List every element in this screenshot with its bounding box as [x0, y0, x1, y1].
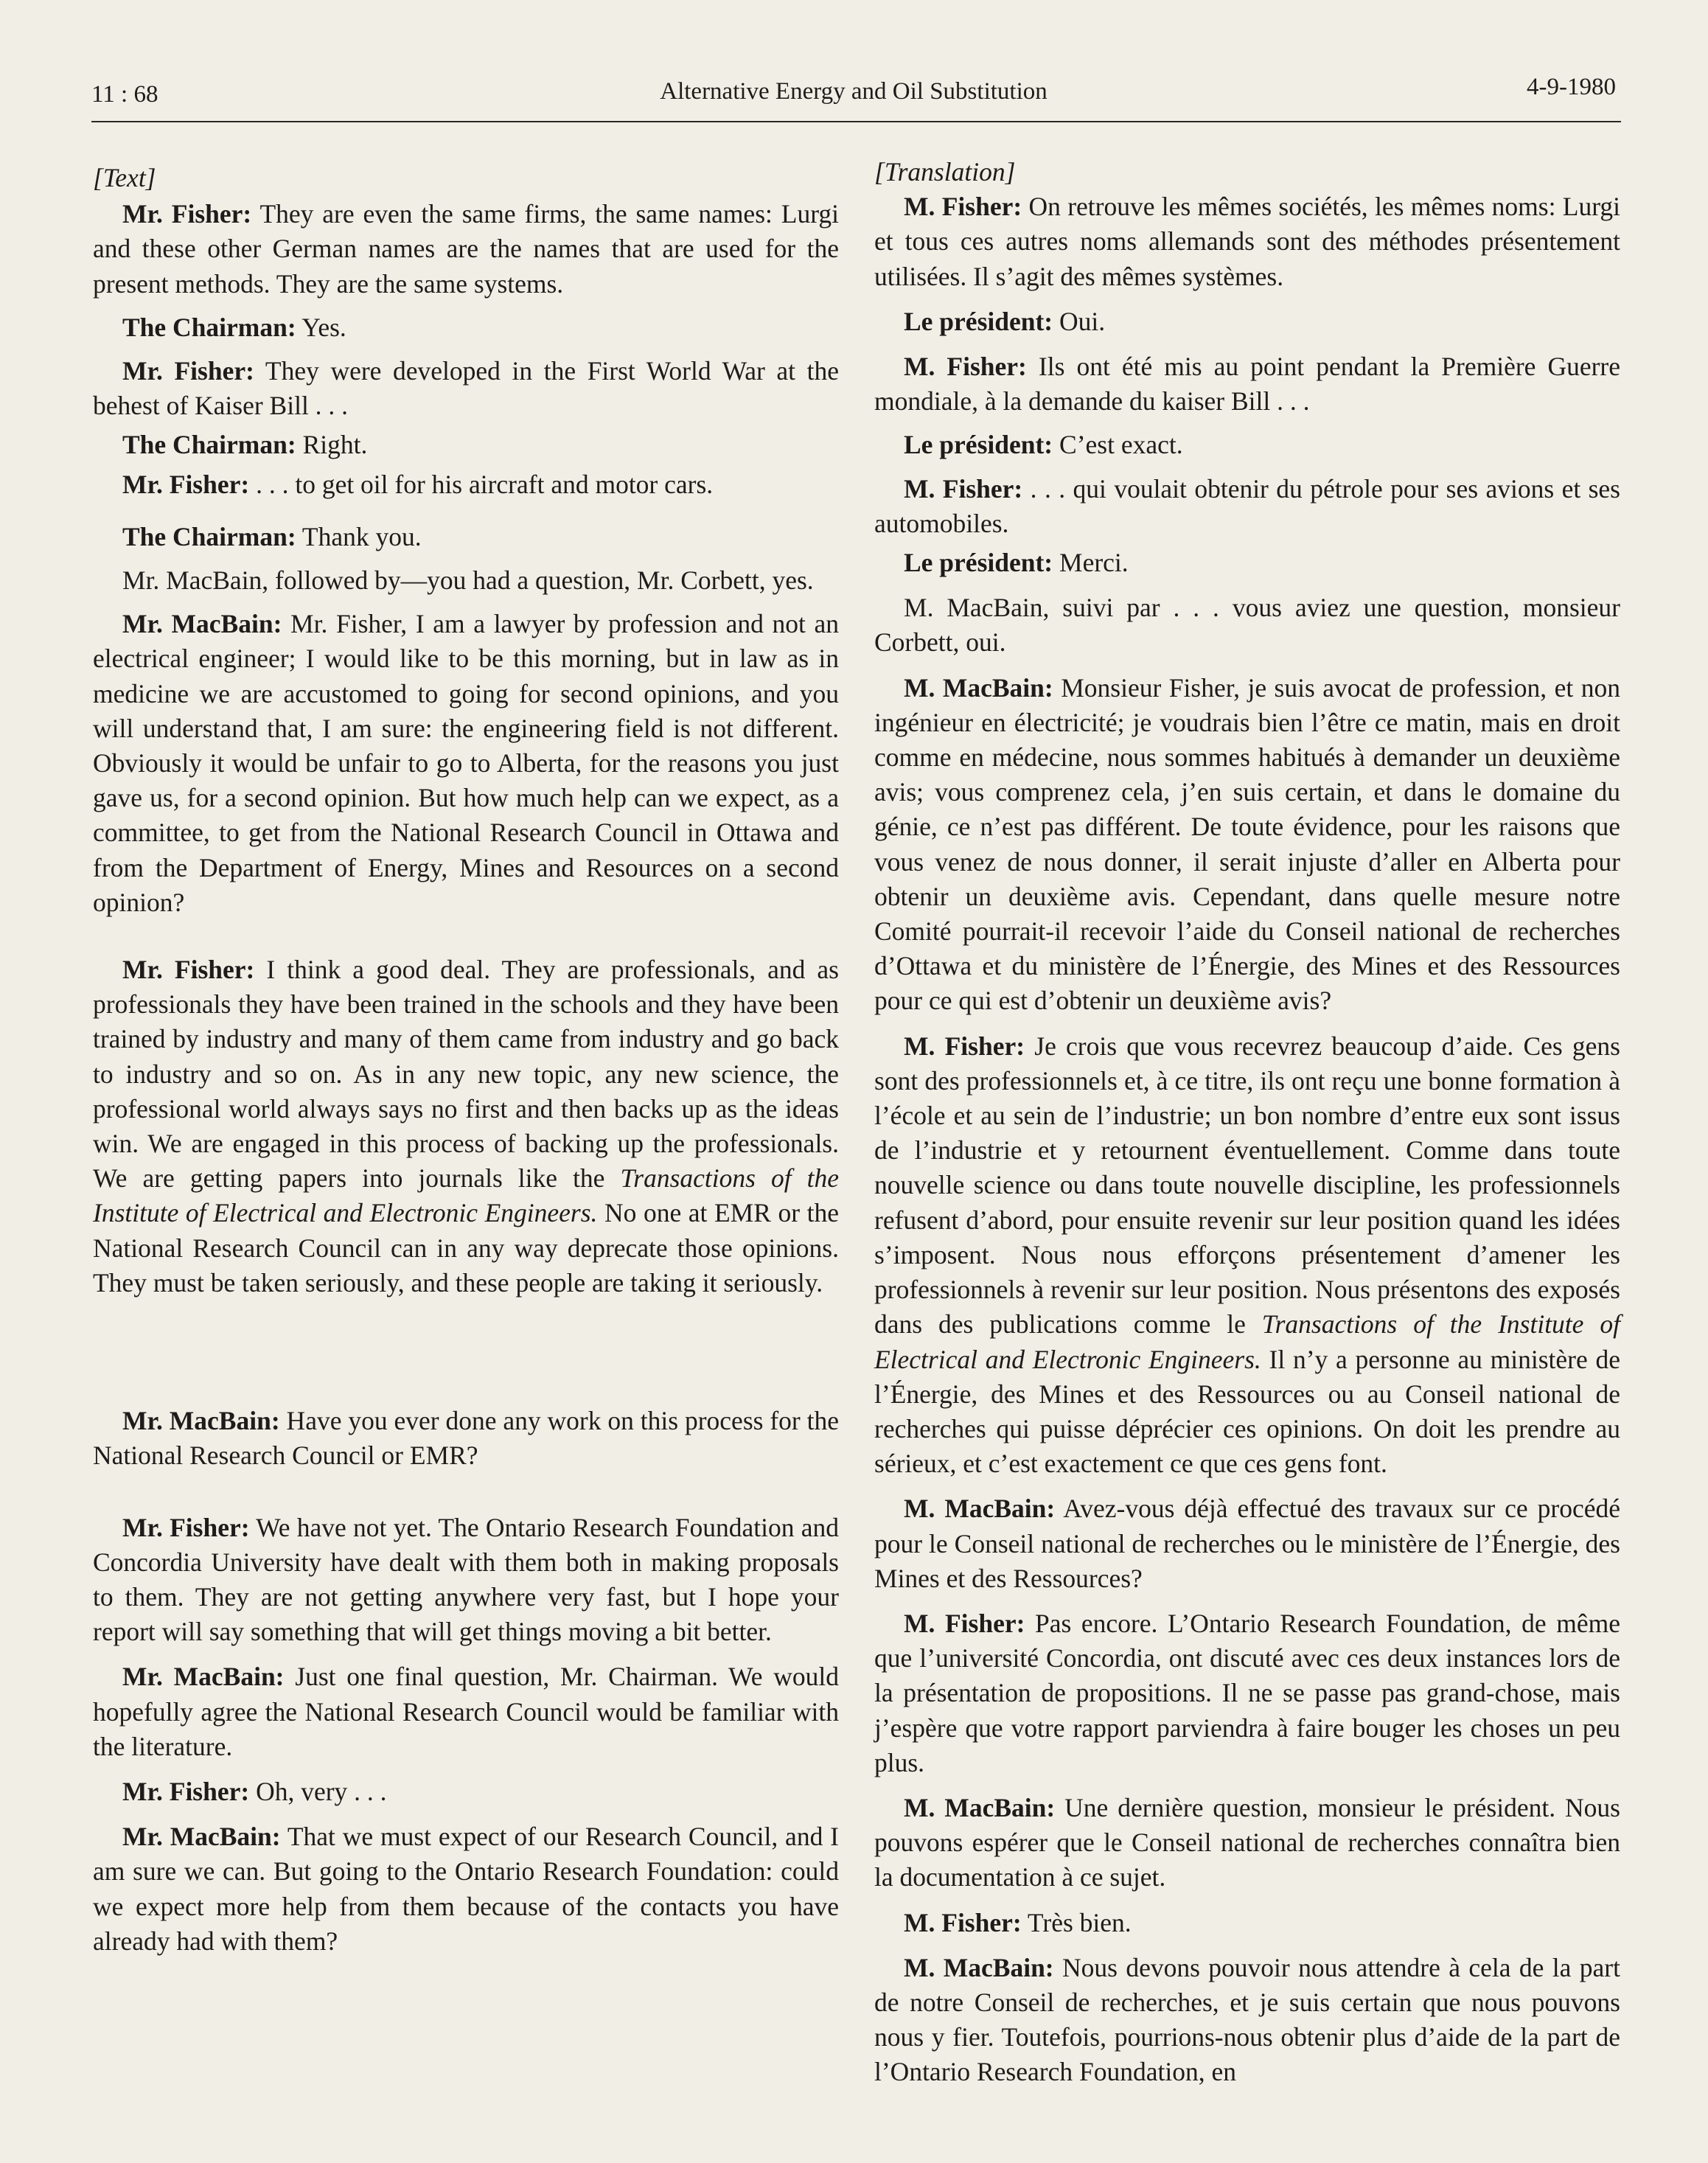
french-column: [874, 147, 1620, 2090]
speech-paragraph: The Chairman: Thank you.: [122, 521, 422, 551]
speech-paragraph: Mr. MacBain, followed by—you had a question, Mr. Corbett, yes.: [122, 565, 814, 596]
speech-paragraph: Mr. Fisher: They are even the same firms, the same names: Lurgi and these other German names are the names that are used for the present methods. They are the same systems.: [93, 199, 839, 299]
speech-paragraph: Mr. MacBain: Just one final question, Mr. Chairman. We would hopefully agree the National Research Council would be familiar with the literature.: [93, 1662, 839, 1761]
page-header: [91, 71, 1616, 115]
english-column: [93, 147, 839, 1959]
speech-paragraph: Mr. Fisher: They were developed in the First World War at the behest of Kaiser Bill . . .: [93, 356, 840, 421]
speech-paragraph: M. Fisher: Pas encore. L’Ontario Research Foundation, de même que l’université Concordia, ont discuté avec ces deux instances lors de la présentation de propositions. Il ne se passe pas grand-chose, mais j’espère que votre rapport parviendra à faire bouger les choses un peu plus.: [874, 1608, 1620, 1777]
speech-paragraph: M. MacBain: Une dernière question, monsieur le président. Nous pouvons espérer que le Conseil national de recherches connaîtra bien la documentation à ce sujet.: [874, 1792, 1620, 1892]
speech-paragraph: Mr. MacBain: That we must expect of our Research Council, and I am sure we can. But going to the Ontario Research Foundation: could we expect more help from them because of the contacts you have already had with them?: [93, 1822, 839, 1956]
document-date: 4-9-1980: [1527, 74, 1616, 100]
speech-paragraph: M. MacBain: Nous devons pouvoir nous attendre à cela de la part de notre Conseil de recherches, et je suis certain que nous pouvons nous y fier. Toutefois, pourrions-nous obtenir plus d’aide de la part de l’Ontario Research Foundation, en: [874, 1952, 1620, 2087]
speech-paragraph: The Chairman: Yes.: [122, 312, 346, 342]
speech-paragraph: M. MacBain, suivi par . . . vous aviez une question, monsieur Corbett, oui.: [874, 593, 1620, 658]
speech-paragraph: M. Fisher: Ils ont été mis au point pendant la Première Guerre mondiale, à la demande du kaiser Bill . . .: [874, 352, 1621, 417]
speech-paragraph: Mr. Fisher: . . . to get oil for his aircraft and motor cars.: [122, 469, 714, 499]
speech-paragraph: Le président: C’est exact.: [904, 430, 1183, 460]
speech-paragraph: M. MacBain: Monsieur Fisher, je suis avocat de profession, et non ingénieur en électricité; je voudrais bien l’être ce matin, mais en droit comme en médecine, nous sommes habitués à demander un deuxième avis; vous comprenez cela, j’en suis certain, et dans le domaine du génie, ce n’est pas différent. De toute évidence, pour les raisons que vous venez de nous donner, il serait injuste d’aller en Alberta pour obtenir un deuxième avis. Cependant, dans quelle mesure notre Comité pourrait-il recevoir l’aide du Conseil national de recherches d’Ottawa et du ministère de l’Énergie, des Mines et des Ressources pour ce qui est d’obtenir un deuxième avis?: [874, 672, 1620, 1016]
header-rule: [91, 121, 1621, 122]
speech-paragraph: M. Fisher: On retrouve les mêmes sociétés, les mêmes noms: Lurgi et tous ces autres noms allemands sont des méthodes présentement utilisées. Il s’agit des mêmes systèmes.: [874, 192, 1621, 291]
speech-paragraph: Mr. MacBain: Mr. Fisher, I am a lawyer by profession and not an electrical engineer; I would like to be this morning, but in law as in medicine we are accustomed to going for second opinions, and you will understand that, I am sure: the engineering field is not different. Obviously it would be unfair to go to Alberta, for the reasons you just gave us, for a second opinion. But how much help can we expect, as a committee, to get from the National Research Council in Ottawa and from the Department of Energy, Mines and Resources on a second opinion?: [93, 609, 839, 917]
speech-paragraph: Mr. Fisher: We have not yet. The Ontario Research Foundation and Concordia University have dealt with them both in making proposals to them. They are not getting anywhere very fast, but I hope your report will say something that will get things moving a bit better.: [93, 1512, 839, 1647]
speech-paragraph: M. Fisher: Très bien.: [904, 1907, 1132, 1937]
column-label: [Translation]: [874, 157, 1016, 187]
speech-paragraph: M. Fisher: Je crois que vous recevrez beaucoup d’aide. Ces gens sont des professionnels et, à ce titre, ils ont reçu une bonne formation à l’école et au sein de l’industrie; un bon nombre d’entre eux sont issus de l’industrie et y retournent éventuellement. Comme dans toute nouvelle science ou dans toute nouvelle discipline, les professionnels refusent d’abord, pour ensuite revenir sur leur position quand les idées s’imposent. Nous nous efforçons présentement d’amener les professionnels à revenir sur leur position. Nous présentons des exposés dans des publications comme le Transactions of the Institute of Electrical and Electronic Engineers. Il n’y a personne au ministère de l’Énergie, des Mines et des Ressources ou au Conseil national de recherches qui puisse déprécier ces opinions. On doit les prendre au sérieux, et c’est exactement ce que ces gens font.: [874, 1031, 1620, 1479]
speech-paragraph: Mr. MacBain: Have you ever done any work on this process for the National Research Council or EMR?: [93, 1406, 840, 1471]
speech-paragraph: Mr. Fisher: Oh, very . . .: [122, 1776, 387, 1806]
speech-paragraph: The Chairman: Right.: [122, 430, 368, 460]
speech-paragraph: M. MacBain: Avez-vous déjà effectué des travaux sur ce procédé pour le Conseil national de recherches ou le ministère de l’Énergie, des Mines et des Ressources?: [874, 1494, 1620, 1593]
speech-paragraph: Mr. Fisher: I think a good deal. They are professionals, and as professionals they have been trained in the schools and they have been trained by industry and many of them came from industry and go back to industry and so on. As in any new topic, any new science, the professional world always says no first and then backs up as the ideas win. We are engaged in this process of backing up the professionals. We are getting papers into journals like the Transactions of the Institute of Electrical and Electronic Engineers. No one at EMR or the National Research Council can in any way deprecate those opinions. They must be taken seriously, and these people are taking it seriously.: [93, 955, 839, 1298]
column-label: [Text]: [93, 163, 156, 192]
page-number: 11 : 68: [91, 81, 158, 108]
document-title: Alternative Energy and Oil Substitution: [660, 78, 1048, 105]
speech-paragraph: M. Fisher: . . . qui voulait obtenir du pétrole pour ses avions et ses automobiles.: [874, 473, 1620, 538]
speech-paragraph: Le président: Merci.: [904, 548, 1129, 578]
speech-paragraph: Le président: Oui.: [904, 306, 1106, 336]
